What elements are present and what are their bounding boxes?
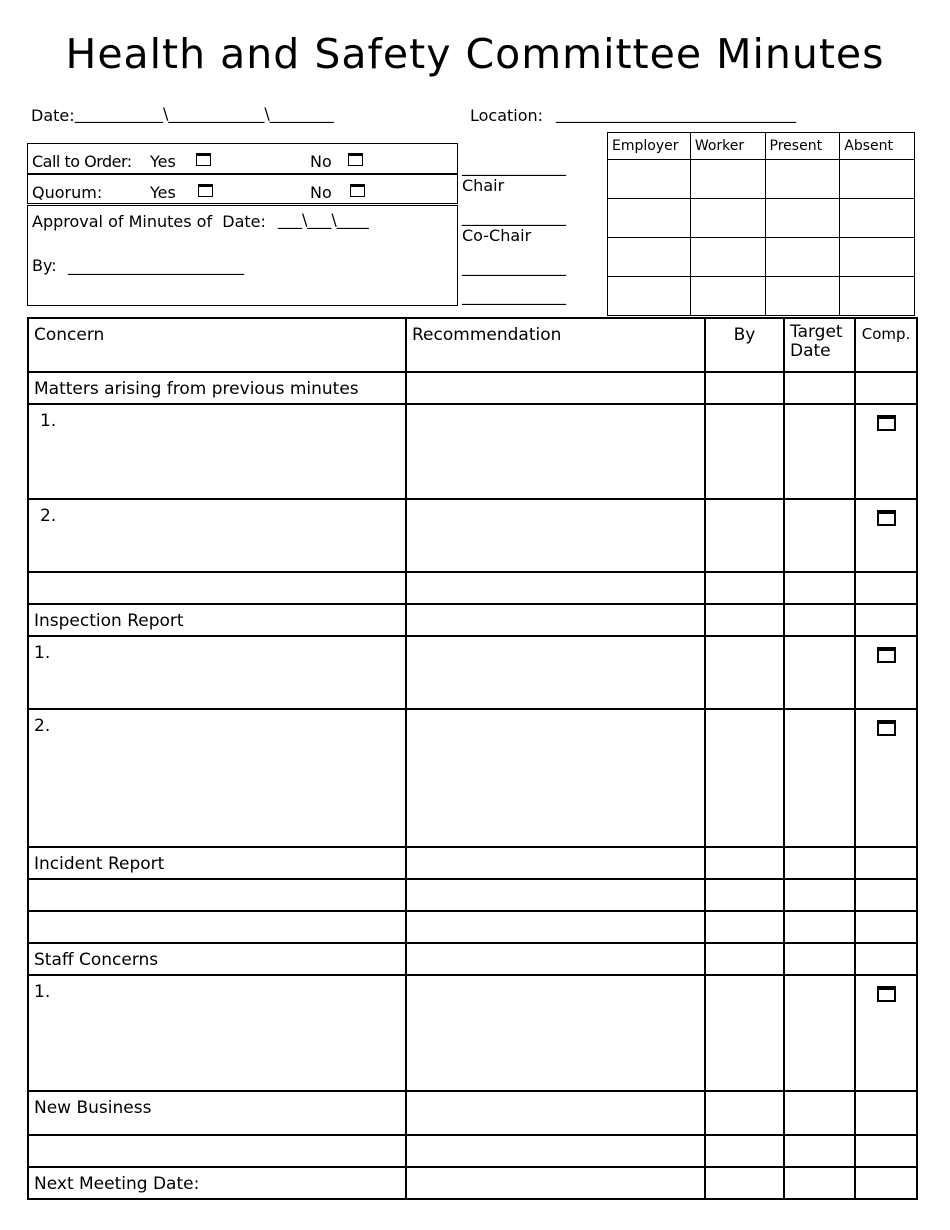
- completed-checkbox[interactable]: [877, 986, 896, 1002]
- section-row-next-meeting: [28, 1167, 917, 1199]
- chair-label: Chair: [462, 176, 505, 195]
- table-row: [28, 709, 917, 847]
- section-row-matters: [28, 372, 917, 404]
- recommendation-cell[interactable]: [406, 975, 705, 1091]
- approval-by-label: By:: [32, 256, 57, 275]
- comp-cell: [855, 404, 917, 499]
- recommendation-cell[interactable]: [406, 709, 705, 847]
- attendance-cell[interactable]: [608, 238, 691, 277]
- item-number: 1.: [28, 975, 406, 1091]
- target-date-cell[interactable]: [784, 847, 855, 879]
- target-date-cell[interactable]: [784, 372, 855, 404]
- call-to-order-yes-checkbox[interactable]: [196, 153, 211, 166]
- by-cell[interactable]: [705, 975, 784, 1091]
- co-chair-label: Co-Chair: [462, 226, 532, 245]
- recommendation-cell[interactable]: [406, 1135, 705, 1167]
- table-header-row: [28, 318, 917, 372]
- section-next-meeting: Next Meeting Date:: [28, 1167, 406, 1199]
- attendance-row: [608, 238, 915, 277]
- recommendation-cell[interactable]: [406, 404, 705, 499]
- recommendation-cell[interactable]: [406, 943, 705, 975]
- table-row: [28, 1135, 917, 1167]
- concern-cell[interactable]: [28, 879, 406, 911]
- comp-cell: [855, 1167, 917, 1199]
- recommendation-cell[interactable]: [406, 847, 705, 879]
- attendance-cell[interactable]: [840, 160, 915, 199]
- section-row-staff: [28, 943, 917, 975]
- call-to-order-yes-label: Yes: [150, 152, 176, 171]
- attendance-cell[interactable]: [840, 199, 915, 238]
- table-row: [28, 404, 917, 499]
- recommendation-cell[interactable]: [406, 1167, 705, 1199]
- attendance-cell[interactable]: [765, 199, 840, 238]
- target-date-cell[interactable]: [784, 604, 855, 636]
- by-cell[interactable]: [705, 372, 784, 404]
- comp-cell: [855, 975, 917, 1091]
- completed-checkbox[interactable]: [877, 415, 896, 431]
- header-target-date: Target Date: [784, 318, 855, 372]
- by-cell[interactable]: [705, 636, 784, 709]
- comp-cell: [855, 943, 917, 975]
- item-number: 1.: [28, 636, 406, 709]
- comp-cell: [855, 879, 917, 911]
- target-date-cell[interactable]: [784, 943, 855, 975]
- date-field[interactable]: ___________\____________\________: [75, 104, 334, 123]
- target-date-cell[interactable]: [784, 975, 855, 1091]
- attendance-row: [608, 199, 915, 238]
- attendance-cell[interactable]: [765, 238, 840, 277]
- section-new-business: New Business: [28, 1091, 406, 1135]
- recommendation-cell[interactable]: [406, 879, 705, 911]
- attendance-cell[interactable]: [608, 277, 691, 316]
- section-matters: Matters arising from previous minutes: [28, 372, 406, 404]
- target-date-cell[interactable]: [784, 709, 855, 847]
- section-row-inspection: [28, 604, 917, 636]
- target-date-cell[interactable]: [784, 404, 855, 499]
- location-field[interactable]: ______________________________: [556, 104, 796, 123]
- minutes-table: [27, 317, 918, 1200]
- section-row-new-business: [28, 1091, 917, 1135]
- target-date-cell[interactable]: [784, 911, 855, 943]
- completed-checkbox[interactable]: [877, 647, 896, 663]
- table-row: [28, 879, 917, 911]
- comp-cell: [855, 847, 917, 879]
- table-row: [28, 572, 917, 604]
- by-cell[interactable]: [705, 709, 784, 847]
- section-staff: Staff Concerns: [28, 943, 406, 975]
- recommendation-cell[interactable]: [406, 1091, 705, 1135]
- table-row: [28, 636, 917, 709]
- target-date-cell[interactable]: [784, 1091, 855, 1135]
- by-cell[interactable]: [705, 911, 784, 943]
- header-by: By: [705, 318, 784, 372]
- target-date-cell[interactable]: [784, 636, 855, 709]
- item-number: 1.: [28, 404, 406, 499]
- by-cell[interactable]: [705, 847, 784, 879]
- item-number: 2.: [28, 499, 406, 572]
- table-row: [28, 911, 917, 943]
- item-number: 2.: [28, 709, 406, 847]
- concern-cell[interactable]: [28, 1135, 406, 1167]
- target-date-cell[interactable]: [784, 879, 855, 911]
- comp-cell: [855, 636, 917, 709]
- approval-by-field[interactable]: ______________________: [68, 256, 244, 275]
- signature-line[interactable]: _____________: [462, 257, 566, 276]
- completed-checkbox[interactable]: [877, 720, 896, 736]
- comp-cell: [855, 572, 917, 604]
- by-cell[interactable]: [705, 1091, 784, 1135]
- attendance-row: [608, 277, 915, 316]
- attendance-cell[interactable]: [765, 277, 840, 316]
- attendance-cell[interactable]: [840, 238, 915, 277]
- attendance-row: [608, 160, 915, 199]
- call-to-order-label: Call to Order:: [32, 152, 132, 171]
- attendance-header-worker: Worker: [690, 133, 765, 160]
- by-cell[interactable]: [705, 404, 784, 499]
- comp-cell: [855, 709, 917, 847]
- attendance-cell[interactable]: [840, 277, 915, 316]
- section-incident: Incident Report: [28, 847, 406, 879]
- attendance-table: [607, 132, 915, 316]
- header-concern: Concern: [28, 318, 406, 372]
- concern-cell[interactable]: [28, 911, 406, 943]
- signature-line[interactable]: _____________: [462, 286, 566, 305]
- attendance-header-present: Present: [765, 133, 840, 160]
- header-recommendation: Recommendation: [406, 318, 705, 372]
- approval-label: Approval of Minutes of Date:: [32, 212, 266, 231]
- quorum-label: Quorum:: [32, 183, 103, 202]
- by-cell[interactable]: [705, 879, 784, 911]
- header-comp: Comp.: [855, 318, 917, 372]
- quorum-no-checkbox[interactable]: [350, 184, 365, 197]
- section-row-incident: [28, 847, 917, 879]
- by-cell[interactable]: [705, 1135, 784, 1167]
- by-cell[interactable]: [705, 604, 784, 636]
- by-cell[interactable]: [705, 1167, 784, 1199]
- attendance-cell[interactable]: [690, 238, 765, 277]
- co-chair-signature-line[interactable]: _____________: [462, 207, 566, 226]
- completed-checkbox[interactable]: [877, 510, 896, 526]
- call-to-order-no-checkbox[interactable]: [348, 153, 363, 166]
- recommendation-cell[interactable]: [406, 572, 705, 604]
- by-cell[interactable]: [705, 572, 784, 604]
- table-row: [28, 499, 917, 572]
- target-date-cell[interactable]: [784, 1135, 855, 1167]
- quorum-yes-checkbox[interactable]: [198, 184, 213, 197]
- comp-cell: [855, 372, 917, 404]
- attendance-cell[interactable]: [690, 277, 765, 316]
- recommendation-cell[interactable]: [406, 911, 705, 943]
- recommendation-cell[interactable]: [406, 372, 705, 404]
- location-label: Location:: [470, 106, 544, 125]
- target-date-cell[interactable]: [784, 1167, 855, 1199]
- by-cell[interactable]: [705, 943, 784, 975]
- attendance-cell[interactable]: [690, 199, 765, 238]
- recommendation-cell[interactable]: [406, 636, 705, 709]
- recommendation-cell[interactable]: [406, 604, 705, 636]
- by-cell[interactable]: [705, 499, 784, 572]
- comp-cell: [855, 1135, 917, 1167]
- attendance-cell[interactable]: [608, 199, 691, 238]
- recommendation-cell[interactable]: [406, 499, 705, 572]
- comp-cell: [855, 499, 917, 572]
- approval-date-field[interactable]: ___\___\____: [278, 210, 369, 229]
- attendance-header-absent: Absent: [840, 133, 915, 160]
- target-date-cell[interactable]: [784, 572, 855, 604]
- page-title: Health and Safety Committee Minutes: [65, 30, 885, 78]
- attendance-cell[interactable]: [608, 160, 691, 199]
- table-row: [28, 975, 917, 1091]
- comp-cell: [855, 604, 917, 636]
- quorum-no-label: No: [310, 183, 332, 202]
- date-label: Date:: [31, 106, 75, 125]
- call-to-order-no-label: No: [310, 152, 332, 171]
- section-inspection: Inspection Report: [28, 604, 406, 636]
- comp-cell: [855, 1091, 917, 1135]
- attendance-header-employer: Employer: [608, 133, 691, 160]
- attendance-cell[interactable]: [690, 160, 765, 199]
- target-date-cell[interactable]: [784, 499, 855, 572]
- quorum-yes-label: Yes: [150, 183, 176, 202]
- concern-cell[interactable]: [28, 572, 406, 604]
- chair-signature-line[interactable]: _____________: [462, 157, 566, 176]
- comp-cell: [855, 911, 917, 943]
- attendance-cell[interactable]: [765, 160, 840, 199]
